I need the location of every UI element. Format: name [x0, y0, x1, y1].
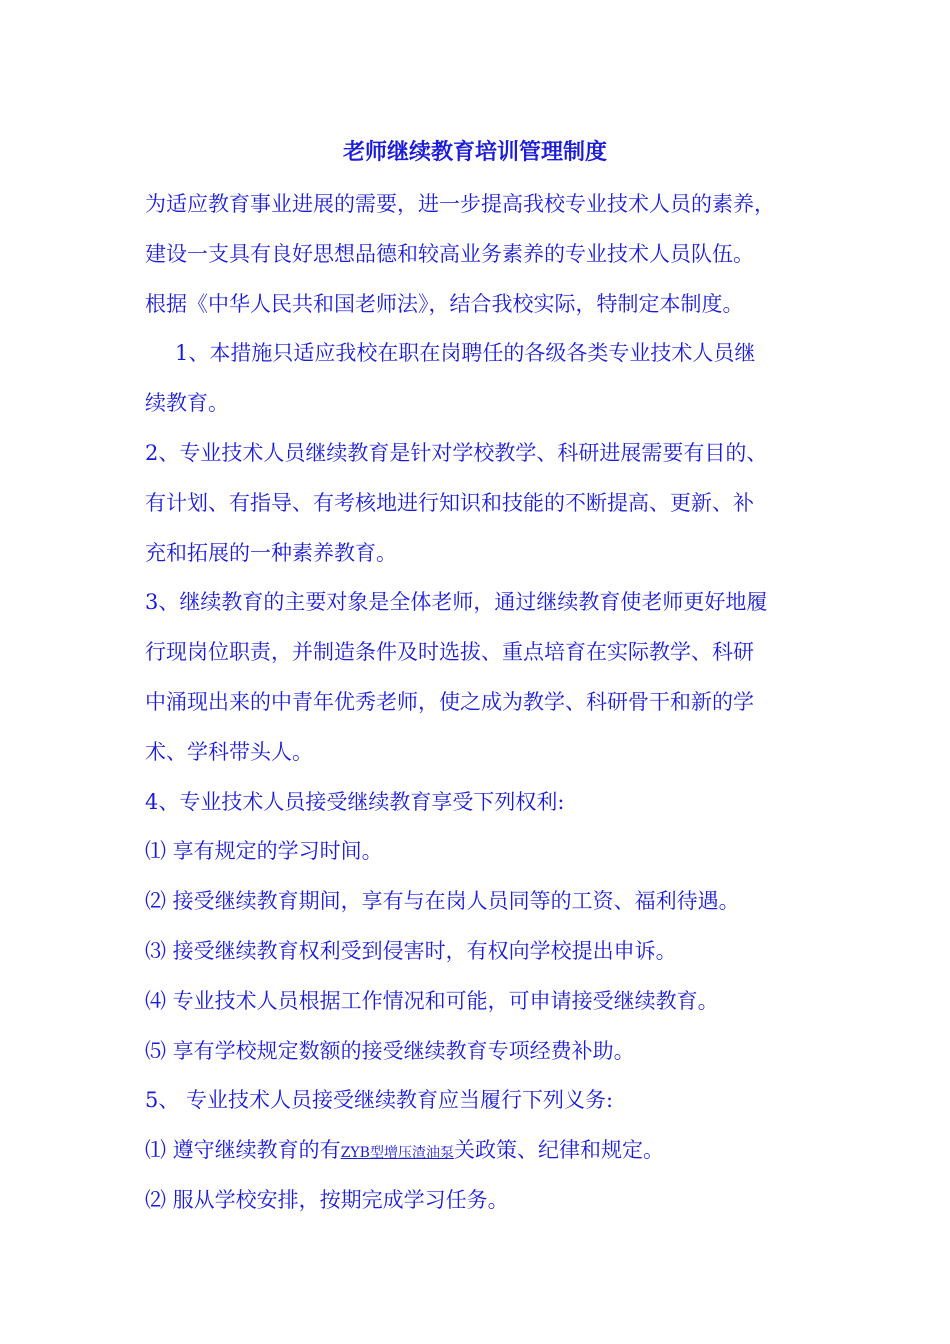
right-item: ⑴ 享有规定的学习时间。	[145, 839, 383, 864]
intro-line: 建设一支具有良好思想品德和较高业务素养的专业技术人员队伍。	[145, 241, 754, 266]
intro-line: 为适应教育事业进展的需要，进一步提高我校专业技术人员的素养，	[145, 192, 775, 216]
item2-line: 2、专业技术人员继续教育是针对学校教学、科研进展需要有目的、	[145, 440, 768, 465]
item2-line: 充和拓展的一种素养教育。	[145, 540, 397, 565]
item2-line: 有计划、有指导、有考核地进行知识和技能的不断提高、更新、补	[145, 490, 754, 515]
right-item: ⑸ 享有学校规定数额的接受继续教育专项经费补助。	[145, 1038, 635, 1063]
duty-item: ⑵ 服从学校安排，按期完成学习任务。	[145, 1187, 509, 1212]
product-link[interactable]: ZYB型增压渣油泵	[340, 1145, 454, 1162]
item3-line: 中涌现出来的中青年优秀老师，使之成为教学、科研骨干和新的学	[145, 689, 754, 714]
duty1-text-after: 关政策、纪律和规定。	[453, 1138, 664, 1163]
intro-line: 根据《中华人民共和国老师法》，结合我校实际，特制定本制度。	[145, 291, 744, 316]
item5-heading: 5、 专业技术人员接受继续教育应当履行下列义务:	[145, 1088, 614, 1113]
duty-item	[145, 1126, 835, 1176]
document-body	[145, 180, 835, 1226]
item1-line: 1、本措施只适应我校在职在岗聘任的各级各类专业技术人员继	[175, 341, 756, 366]
right-item: ⑷ 专业技术人员根据工作情况和可能，可申请接受继续教育。	[145, 988, 719, 1013]
item3-line: 3、继续教育的主要对象是全体老师，通过继续教育使老师更好地履	[145, 590, 768, 615]
item1-line: 续教育。	[145, 391, 229, 416]
right-item: ⑶ 接受继续教育权利受到侵害时，有权向学校提出申诉。	[145, 938, 677, 963]
item4-heading: 4、专业技术人员接受继续教育享受下列权利:	[145, 789, 565, 814]
item3-line: 行现岗位职责，并制造条件及时选拔、重点培育在实际教学、科研	[145, 640, 754, 665]
item3-line: 术、学科带头人。	[145, 739, 313, 764]
duty1-text-before: ⑴ 遵守继续教育的有	[145, 1138, 341, 1163]
right-item: ⑵ 接受继续教育期间，享有与在岗人员同等的工资、福利待遇。	[145, 889, 740, 914]
document-title: 老师继续教育培训管理制度	[342, 139, 607, 165]
